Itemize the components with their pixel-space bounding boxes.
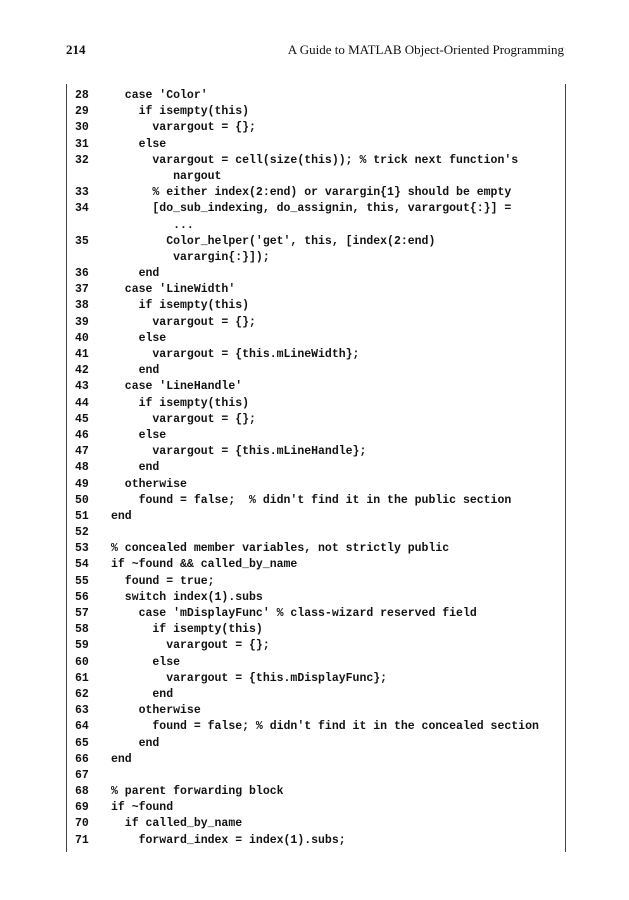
line-number: 36: [75, 267, 89, 281]
code-line: [67, 525, 565, 541]
code-text: else: [111, 428, 167, 442]
code-text: varargout = {};: [111, 639, 270, 653]
code-text: end: [111, 687, 174, 701]
line-number: 42: [75, 364, 89, 378]
line-number: 44: [75, 396, 89, 410]
code-text: end: [111, 267, 160, 281]
code-line: [67, 606, 565, 622]
line-number: 61: [75, 671, 89, 685]
code-text: else: [111, 655, 181, 669]
code-line: [67, 687, 565, 703]
code-line: [67, 444, 565, 460]
code-line: [67, 752, 565, 768]
line-number: 69: [75, 801, 89, 815]
code-line: [67, 541, 565, 557]
code-text: if called_by_name: [111, 817, 243, 831]
code-line: [67, 363, 565, 379]
line-number: 62: [75, 687, 89, 701]
code-text: varargout = {};: [111, 412, 256, 426]
code-text: varargout = {this.mLineHandle};: [111, 445, 367, 459]
code-text: if isempty(this): [111, 623, 263, 637]
line-number: 41: [75, 348, 89, 361]
code-line: [67, 655, 565, 671]
code-line: [67, 412, 565, 428]
code-line: [67, 768, 565, 784]
line-number: 51: [75, 509, 89, 523]
code-line: [67, 282, 565, 298]
code-text: varargout = {};: [111, 315, 256, 329]
code-text: if ~found: [111, 801, 174, 815]
line-number: 33: [75, 186, 89, 200]
code-line: [67, 638, 565, 654]
code-line: [67, 379, 565, 395]
code-text: end: [111, 736, 160, 750]
code-text: nargout: [111, 169, 222, 183]
code-line: [67, 784, 565, 800]
code-text: forward_index = index(1).subs;: [111, 833, 346, 847]
page-number: 214: [66, 42, 86, 57]
code-text: varargout = cell(size(this)); % trick next function's: [111, 153, 519, 167]
code-line: [67, 590, 565, 606]
code-line: [67, 703, 565, 719]
code-line: [67, 622, 565, 638]
code-text: varargout = {};: [111, 121, 256, 135]
code-line: [67, 816, 565, 832]
code-text: end: [111, 461, 160, 475]
line-number: 31: [75, 137, 89, 151]
line-number: 46: [75, 428, 89, 442]
code-text: if ~found && called_by_name: [111, 558, 298, 572]
code-text: case 'LineHandle': [111, 380, 243, 394]
code-text: end: [111, 364, 160, 378]
code-text: found = false; % didn't find it in the concealed section: [111, 720, 539, 734]
code-line: [67, 298, 565, 314]
line-number: 58: [75, 623, 89, 637]
code-line: [67, 315, 565, 331]
line-number: 54: [75, 558, 89, 572]
code-text: otherwise: [111, 704, 201, 718]
line-number: 39: [75, 315, 89, 329]
code-line: [67, 169, 565, 185]
code-text: varargin{:}]);: [111, 250, 270, 264]
line-number: 56: [75, 590, 89, 604]
code-line: [67, 477, 565, 493]
line-number: 40: [75, 331, 89, 345]
code-text: case 'Color': [111, 89, 208, 102]
code-text: else: [111, 331, 167, 345]
code-line: [67, 428, 565, 444]
line-number: 67: [75, 768, 89, 782]
code-line: [67, 266, 565, 282]
code-text: end: [111, 509, 132, 523]
book-title: A Guide to MATLAB Object-Oriented Programming: [287, 42, 564, 57]
line-number: 71: [75, 833, 89, 847]
code-text: found = true;: [111, 574, 215, 588]
line-number: 37: [75, 283, 89, 297]
code-line: [67, 137, 565, 153]
line-number: 66: [75, 752, 89, 766]
line-number: 59: [75, 639, 89, 653]
code-line: [67, 234, 565, 250]
line-number: 52: [75, 526, 89, 540]
code-text: Color_helper('get', this, [index(2:end): [111, 234, 436, 248]
code-text: [do_sub_indexing, do_assignin, this, varargout{:}] =: [111, 202, 512, 216]
code-line: [67, 509, 565, 525]
code-line: [67, 250, 565, 266]
line-number: 68: [75, 785, 89, 799]
line-number: 63: [75, 704, 89, 718]
line-number: 57: [75, 607, 89, 620]
code-text: ...: [111, 218, 194, 232]
code-listing: [66, 84, 566, 852]
code-text: otherwise: [111, 477, 187, 491]
code-text: found = false; % didn't find it in the public section: [111, 493, 512, 507]
line-number: 64: [75, 720, 89, 734]
code-line: [67, 671, 565, 687]
code-line: [67, 574, 565, 590]
code-text: % concealed member variables, not strictly public: [111, 542, 450, 556]
code-line: [67, 185, 565, 201]
code-line: [67, 104, 565, 120]
code-text: end: [111, 752, 132, 766]
line-number: 48: [75, 461, 89, 475]
page-header: [66, 42, 564, 62]
line-number: 50: [75, 493, 89, 507]
line-number: 34: [75, 202, 89, 216]
line-number: 38: [75, 299, 89, 313]
code-line: [67, 493, 565, 509]
code-line: [67, 201, 565, 217]
code-text: if isempty(this): [111, 396, 250, 410]
code-line: [67, 396, 565, 412]
line-number: 47: [75, 445, 89, 459]
code-text: varargout = {this.mDisplayFunc};: [111, 671, 388, 685]
line-number: 32: [75, 153, 89, 167]
code-text: case 'LineWidth': [111, 283, 236, 297]
code-text: varargout = {this.mLineWidth};: [111, 348, 360, 361]
code-text: else: [111, 137, 167, 151]
code-line: [67, 719, 565, 735]
code-line: [67, 120, 565, 136]
code-text: % either index(2:end) or varargin{1} should be empty: [111, 186, 512, 200]
line-number: 45: [75, 412, 89, 426]
line-number: 53: [75, 542, 89, 556]
code-line: [67, 833, 565, 849]
code-line: [67, 153, 565, 169]
code-text: case 'mDisplayFunc' % class-wizard reserved field: [111, 607, 477, 620]
code-text: switch index(1).subs: [111, 590, 263, 604]
line-number: 55: [75, 574, 89, 588]
line-number: 29: [75, 105, 89, 119]
line-number: 28: [75, 89, 89, 102]
line-number: 49: [75, 477, 89, 491]
line-number: 30: [75, 121, 89, 135]
line-number: 60: [75, 655, 89, 669]
code-line: [67, 218, 565, 234]
code-line: [67, 557, 565, 573]
code-lines: [67, 88, 565, 849]
code-line: [67, 88, 565, 104]
line-number: 70: [75, 817, 89, 831]
code-text: % parent forwarding block: [111, 785, 284, 799]
code-text: if isempty(this): [111, 299, 250, 313]
code-line: [67, 331, 565, 347]
code-line: [67, 800, 565, 816]
code-line: [67, 460, 565, 476]
code-line: [67, 736, 565, 752]
code-text: if isempty(this): [111, 105, 250, 119]
code-line: [67, 347, 565, 363]
line-number: 43: [75, 380, 89, 394]
line-number: 65: [75, 736, 89, 750]
line-number: 35: [75, 234, 89, 248]
